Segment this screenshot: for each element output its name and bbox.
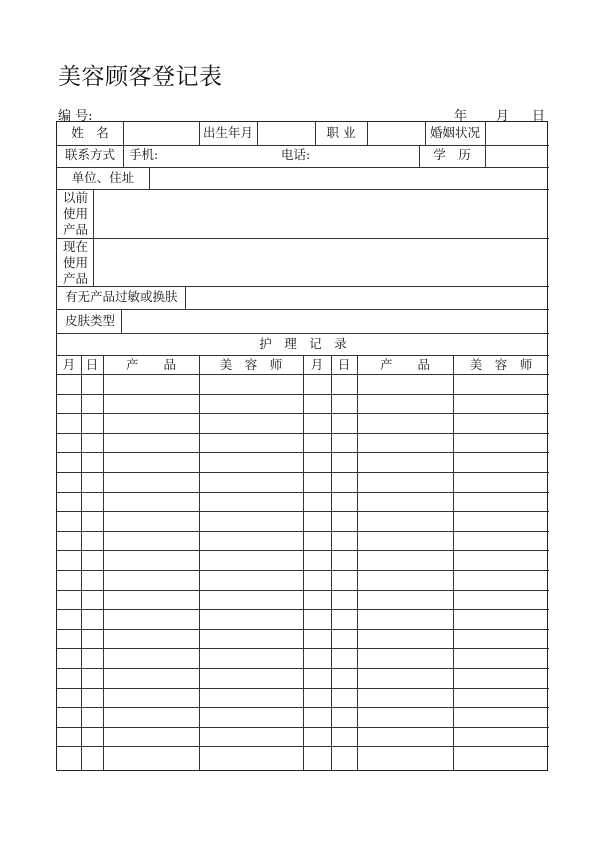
month-label: 月: [496, 109, 510, 124]
col-divider: [185, 286, 186, 309]
record-col-line: [81, 355, 82, 771]
record-column-header: 日: [85, 357, 99, 372]
row-divider: [57, 189, 549, 190]
record-col-line: [331, 355, 332, 771]
col-divider: [419, 145, 420, 167]
col-divider: [149, 167, 150, 189]
row-divider: [57, 167, 549, 168]
record-column-header: 产 品: [125, 357, 177, 372]
record-column-header: 月: [310, 357, 324, 372]
col-divider: [121, 309, 122, 333]
record-column-header: 美 容 师: [469, 357, 533, 372]
mobile-label: 手机:: [129, 147, 159, 162]
contact-label: 联系方式: [64, 147, 116, 162]
page-title: 美容顾客登记表: [58, 64, 223, 90]
record-column-header: 日: [337, 357, 351, 372]
record-col-line: [303, 355, 304, 771]
col-divider: [93, 189, 94, 286]
allergy-label: 有无产品过敏或换肤: [65, 289, 178, 304]
care-record-title: 护 理 记 录: [259, 336, 347, 351]
col-divider: [367, 122, 368, 145]
row-divider: [57, 286, 549, 287]
previous-products-label: 以前 使用 产品: [63, 190, 89, 237]
record-col-line: [357, 355, 358, 771]
occupation-label: 职 业: [326, 125, 356, 140]
col-divider: [425, 122, 426, 145]
record-col-line: [103, 355, 104, 771]
row-divider: [57, 145, 549, 146]
phone-label: 电话:: [281, 147, 311, 162]
name-label: 姓 名: [71, 125, 109, 140]
record-column-header: 月: [62, 357, 76, 372]
col-divider: [315, 122, 316, 145]
current-products-label: 现在 使用 产品: [63, 239, 89, 286]
address-label: 单位、住址: [71, 170, 135, 185]
col-divider: [485, 122, 486, 167]
record-col-line: [199, 355, 200, 771]
marital-status-label: 婚姻状况: [429, 125, 481, 140]
skin-type-label: 皮肤类型: [65, 313, 116, 328]
col-divider: [257, 122, 258, 145]
birth-date-label: 出生年月: [202, 125, 254, 140]
col-divider: [123, 145, 124, 167]
registration-form: [56, 121, 548, 771]
row-divider: [57, 309, 549, 310]
number-field-label: 编 号:: [58, 109, 93, 124]
year-label: 年: [454, 109, 468, 124]
record-column-header: 美 容 师: [219, 357, 283, 372]
day-label: 日: [532, 109, 546, 124]
col-divider: [123, 122, 124, 145]
record-column-header: 产 品: [379, 357, 431, 372]
education-label: 学 历: [433, 147, 471, 162]
row-divider: [57, 333, 549, 334]
col-divider: [199, 122, 200, 145]
row-divider: [57, 238, 549, 239]
record-col-line: [453, 355, 454, 771]
